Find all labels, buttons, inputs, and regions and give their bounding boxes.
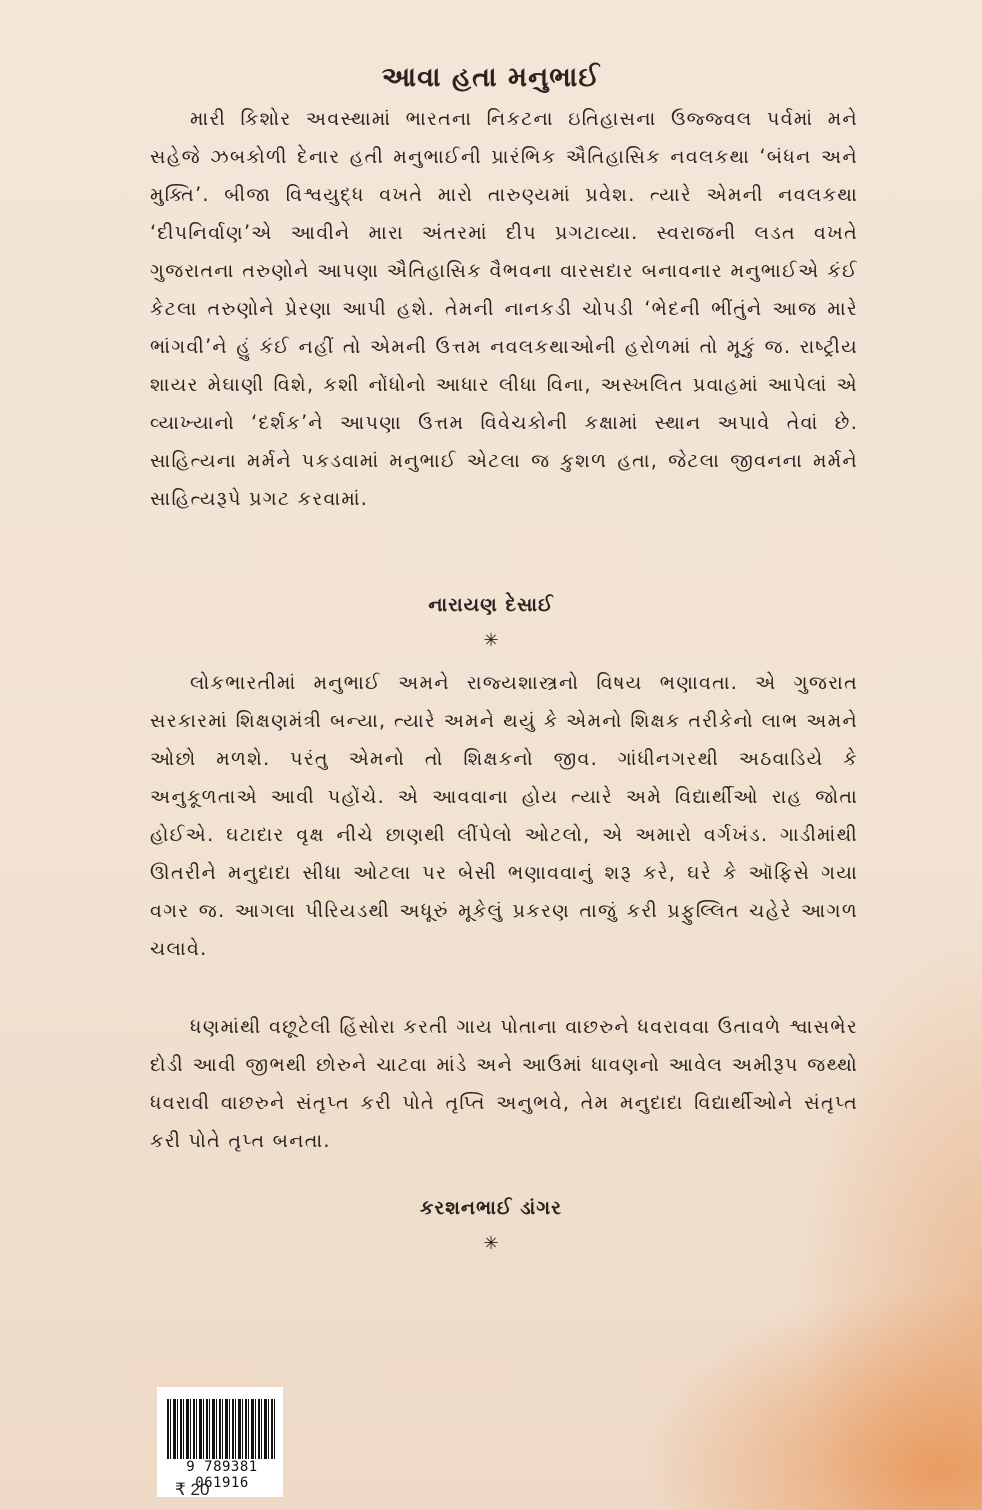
author-signature-2: કરશનભાઈ ડાંગર	[420, 1197, 562, 1219]
separator-icon: ✳	[483, 630, 499, 651]
tribute-paragraph-1	[150, 100, 858, 518]
tribute-paragraph-3-text: ધણમાંથી વછૂટેલી હિંસોરા કરતી ગાય પોતાના વાછરુને ધવરાવવા ઉતાવળે શ્વાસભેર દોડી આવી જીભથી છોરુને ચાટવા માંડે અને આઉમાં ધાવણનો આવેલ અમીરૂપ જથ્થો ધવરાવી વાછરુને સંતૃપ્ત કરી પોતે તૃપ્તિ અનુભવે, તેમ મનુદાદા વિદ્યાર્થીઓને સંતૃપ્ત કરી પોતે તૃપ્ત બનતા.	[150, 1015, 858, 1152]
isbn-number: 9 789381 061916	[186, 1459, 258, 1491]
tribute-paragraph-1-text: મારી કિશોર અવસ્થામાં ભારતના નિકટના ઇતિહાસના ઉજ્જ્વલ પર્વમાં મને સહેજે ઝબકોળી દેનાર હતી મનુભાઈની પ્રારંભિક ઐતિહાસિક નવલકથા ‘બંધન અને મુક્તિ’. બીજા વિશ્વયુદ્ધ વખતે મારો તારુણ્યમાં પ્રવેશ. ત્યારે એમની નવલકથા ‘દીપનિર્વાણ’એ આવીને મારા અંતરમાં દીપ પ્રગટાવ્યા. સ્વરાજની લડત વખતે ગુજરાતના તરુણોને આપણા ઐતિહાસિક વૈભવના વારસદાર બનાવનાર મનુભાઈએ કંઈ કેટલા તરુણોને પ્રેરણા આપી હશે. તેમની નાનકડી ચોપડી ‘ભેદની ભીંતુંને આજ મારે ભાંગવી’ને હું કંઈ નહીં તો એમની ઉત્તમ નવલકથાઓની હરોળમાં તો મૂકું જ. રાષ્ટ્રીય શાયર મેઘાણી વિશે, કશી નોંધોનો આધાર લીધા વિના, અસ્ખલિત પ્રવાહમાં આપેલાં એ વ્યાખ્યાનો ‘દર્શક’ને આપણા ઉત્તમ વિવેચકોની કક્ષામાં સ્થાન અપાવે તેવાં છે. સાહિત્યના મર્મને પકડવામાં મનુભાઈ એટલા જ કુશળ હતા, જેટલા જીવનના મર્મને સાહિત્યરૂપે પ્રગટ કરવામાં.	[150, 107, 858, 510]
author-signature-1: નારાયણ દેસાઈ	[428, 594, 554, 616]
separator-icon: ✳	[483, 1233, 499, 1254]
page-title: આવા હતા મનુભાઈ	[381, 62, 601, 93]
tribute-paragraph-3	[150, 1008, 858, 1160]
price-label: ₹ 20	[175, 1480, 210, 1499]
barcode-bars-icon	[167, 1399, 277, 1459]
tribute-paragraph-2-text: લોકભારતીમાં મનુભાઈ અમને રાજ્યશાસ્ત્રનો વિષય ભણાવતા. એ ગુજરાત સરકારમાં શિક્ષણમંત્રી બન્યા, ત્યારે અમને થયું કે એમનો શિક્ષક તરીકેનો લાભ અમને ઓછો મળશે. પરંતુ એમનો તો શિક્ષકનો જીવ. ગાંધીનગરથી અઠવાડિયે કે અનુકૂળતાએ આવી પહોંચે. એ આવવાના હોય ત્યારે અમે વિદ્યાર્થીઓ રાહ જોતા હોઈએ. ઘટાદાર વૃક્ષ નીચે છાણથી લીંપેલો ઓટલો, એ અમારો વર્ગખંડ. ગાડીમાંથી ઊતરીને મનુદાદા સીધા ઓટલા પર બેસી ભણાવવાનું શરૂ કરે, ઘરે કે ઑફિસે ગયા વગર જ. આગલા પીરિયડથી અધૂરું મૂકેલું પ્રકરણ તાજું કરી પ્રફુલ્લિત ચહેરે આગળ ચલાવે.	[150, 671, 858, 960]
tribute-paragraph-2	[150, 664, 858, 968]
